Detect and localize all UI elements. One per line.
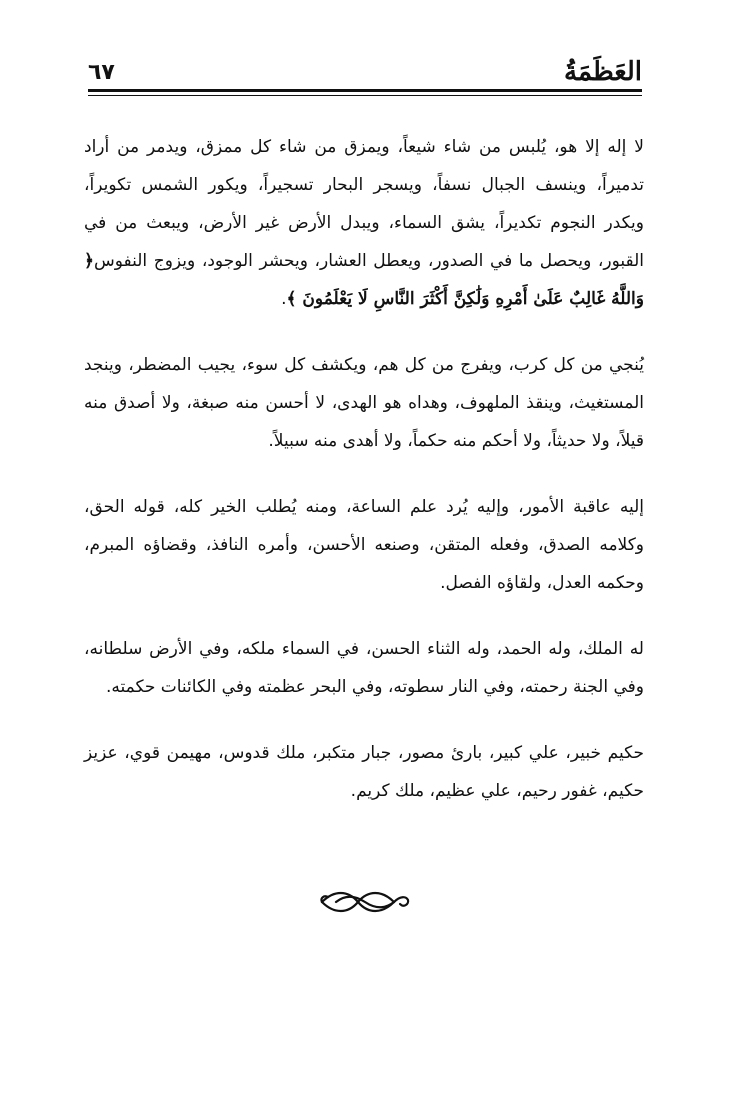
header-rule-thin [88, 95, 642, 96]
running-title: العَظَمَةُ [564, 57, 642, 87]
header-rule-thick [88, 89, 642, 92]
quran-verse: ﴿ وَاللَّهُ غَالِبٌ عَلَىٰ أَمْرِهِ وَلَٰكِنَّ أَكْثَرَ النَّاسِ لَا يَعْلَمُونَ ﴾ [84, 251, 644, 309]
paragraph-1-text: لا إله إلا هو، يُلبس من شاء شيعاً، ويمزق من شاء كل ممزق، ويدمر من أراد تدميراً، وينسف الجبال نسفاً، ويسجر البحار تسجيراً، ويكور الشمس تكويراً، ويكدر النجوم تكديراً، يشق السماء، ويبدل الأرض غير الأرض، ويبعث من في القبور، ويحصل ما في الصدور، ويعطل العشار، ويحشر الوجود، ويزوج النفوس [84, 137, 644, 271]
body-text [84, 128, 644, 838]
paragraph-1 [84, 128, 644, 318]
page-number: ٦٧ [88, 60, 115, 85]
paragraph-4: له الملك، وله الحمد، وله الثناء الحسن، في السماء ملكه، وفي الأرض سلطانه، وفي الجنة رحمته، وفي النار سطوته، وفي البحر عظمته وفي الكائنات حكمته. [84, 639, 644, 697]
paragraph-2: يُنجي من كل كرب، ويفرج من كل هم، ويكشف كل سوء، يجيب المضطر، وينجد المستغيث، وينقذ الملهوف، وهداه هو الهدى، لا أحسن منه صبغة، ولا أصدق منه قيلاً، ولا حديثاً، ولا أحكم منه حكماً، ولا أهدى منه سبيلاً. [84, 355, 644, 451]
paragraph-3: إليه عاقبة الأمور، وإليه يُرد علم الساعة، ومنه يُطلب الخير كله، قوله الحق، وكلامه الصدق، وفعله المتقن، وصنعه الأحسن، وأمره النافذ، وقضاؤه المبرم، وحكمه العدل، ولقاؤه الفصل. [84, 497, 644, 593]
paragraph-5: حكيم خبير، علي كبير، بارئ مصور، جبار متكبر، ملك قدوس، مهيمن قوي، عزيز حكيم، غفور رحيم، علي عظيم، ملك كريم. [84, 743, 644, 801]
paragraph-1-end: . [281, 289, 287, 309]
decorative-flourish-icon [318, 884, 412, 920]
